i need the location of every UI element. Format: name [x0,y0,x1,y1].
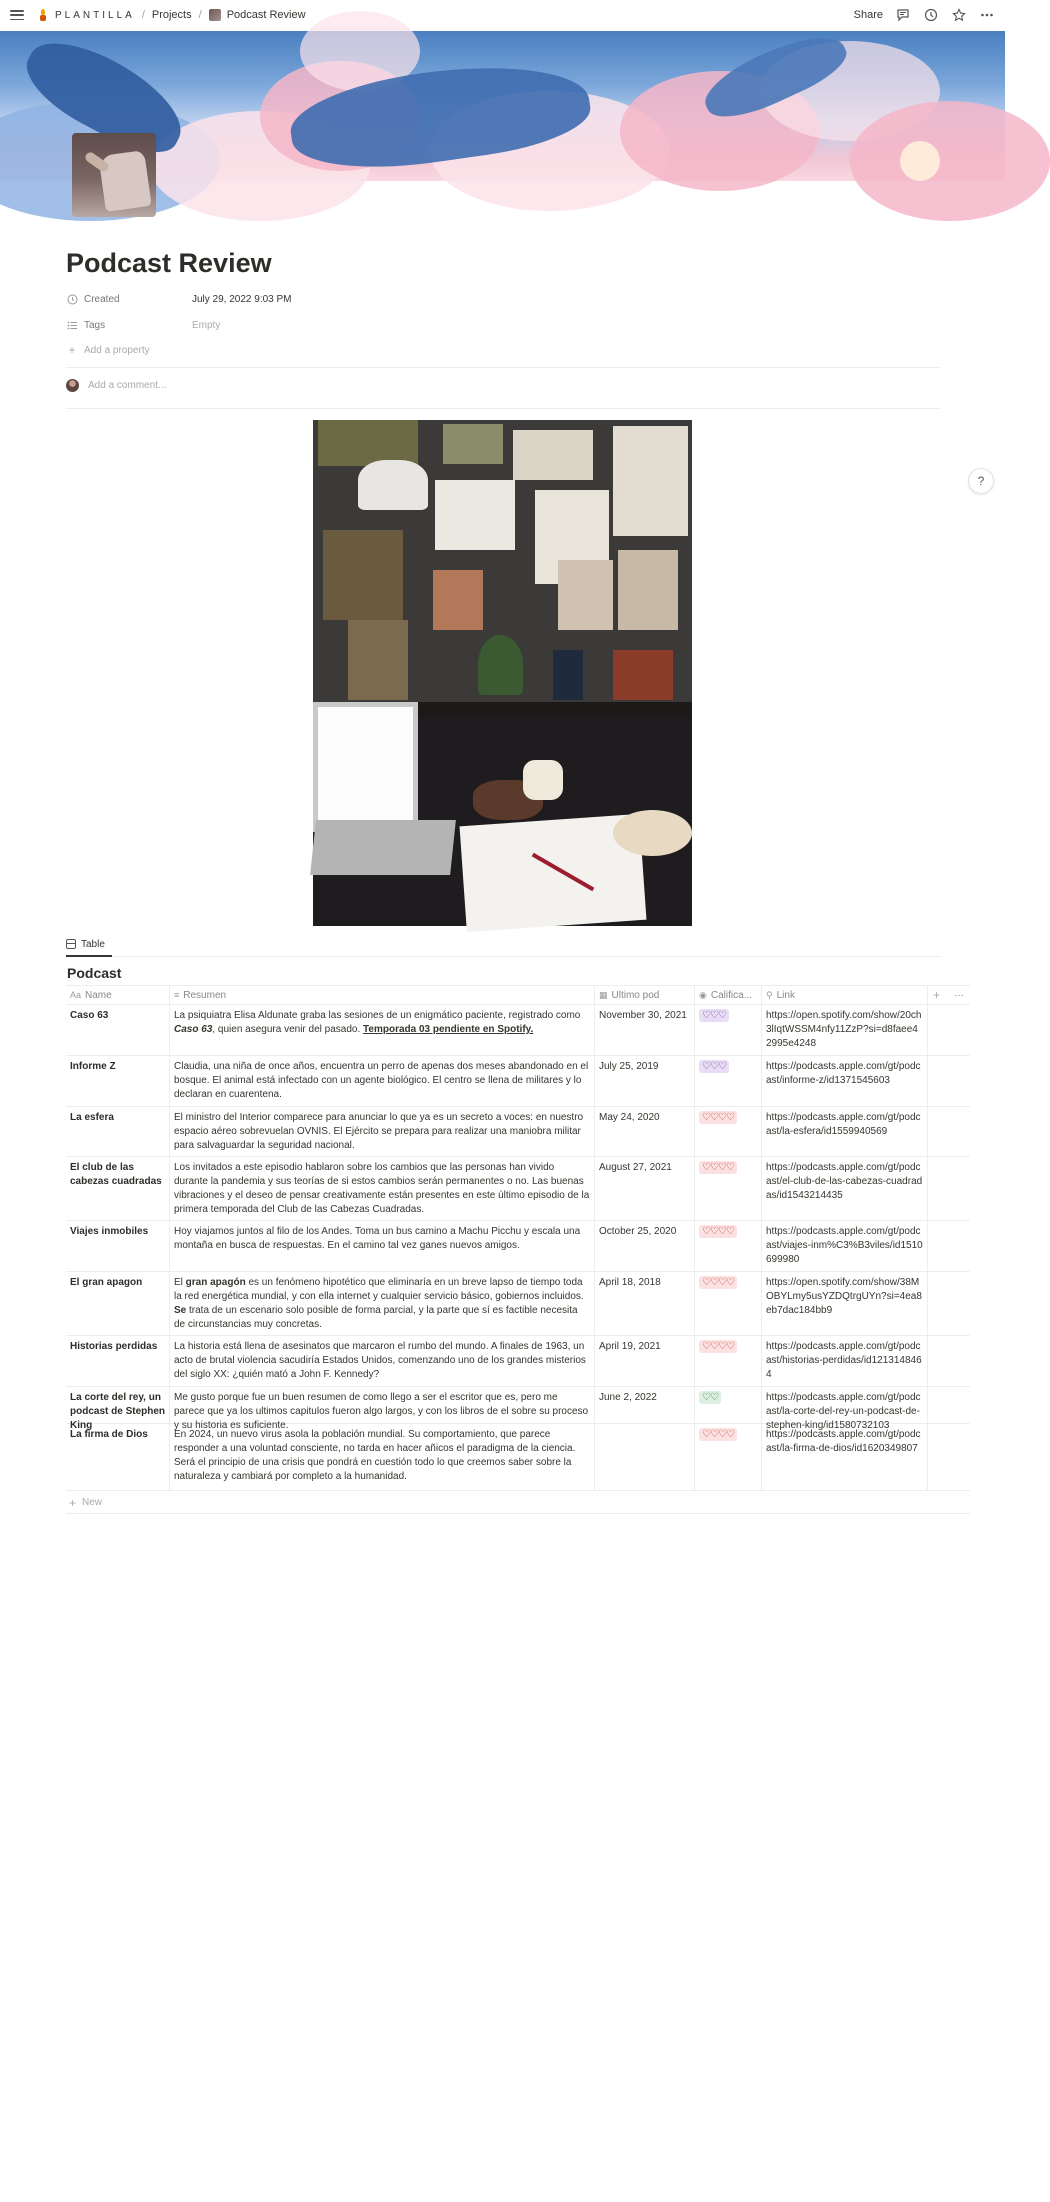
page-icon[interactable] [72,133,156,217]
rating-badge: ♡♡♡♡ [699,1340,737,1353]
property-name[interactable]: Created [84,293,120,305]
more-icon[interactable]: ··· [954,989,964,1001]
cell-name[interactable]: La corte del rey, un podcast de Stephen King [66,1387,170,1423]
column-header-resumen[interactable]: ≡ Resumen [170,986,595,1004]
add-property-button[interactable] [66,339,946,361]
cell-resumen[interactable]: El gran apagón es un fenómeno hipotético que eliminaría en un breve lapso de tiempo toda la red energética mundial, y con ella internet y cualquier servicio básico, gobiernos incluidos. Se trata de un escenario solo posible de forma parcial, y la parte que sí es factible necesita de circunstancias muy concretas. [170,1272,595,1335]
cell-date[interactable]: May 24, 2020 [595,1107,695,1156]
cell-name[interactable]: Informe Z [66,1056,170,1106]
cell-link[interactable]: https://podcasts.apple.com/gt/podcast/viajes-inm%C3%B3viles/id1510699980 [762,1221,928,1271]
table-row[interactable] [66,1221,970,1272]
table-row[interactable] [66,1272,970,1336]
table-icon [66,939,76,949]
list-icon [66,319,78,331]
rating-badge: ♡♡♡♡ [699,1225,737,1238]
breadcrumb: PLANTILLA / Projects / Podcast Review [38,9,306,21]
share-button[interactable]: Share [853,9,883,21]
tab-table[interactable] [66,935,105,953]
cell-name[interactable]: La esfera [66,1107,170,1156]
table-row[interactable] [66,1336,970,1387]
cell-rating[interactable] [695,1336,762,1386]
table-row[interactable] [66,1157,970,1221]
cell-date[interactable] [595,1424,695,1490]
cell-name[interactable]: Caso 63 [66,1005,170,1055]
plus-icon: + [68,343,76,357]
cell-name[interactable]: El club de las cabezas cuadradas [66,1157,170,1220]
cell-rating[interactable] [695,1157,762,1220]
rating-badge: ♡♡♡♡ [699,1276,737,1289]
comment-input[interactable] [66,379,166,392]
text-lines-icon: ≡ [174,990,180,1000]
page-thumbnail-icon [209,9,221,21]
cell-link[interactable]: https://open.spotify.com/show/38MOBYLmy5usYZDQtrgUYn?si=4ea8eb7dac184bb9 [762,1272,928,1335]
table-row[interactable] [66,1107,970,1157]
property-value: July 29, 2022 9:03 PM [192,293,292,305]
clock-icon[interactable] [923,7,939,23]
cell-resumen[interactable]: El ministro del Interior comparece para anunciar lo que ya es un secreto a voces: en nuestro espacio aéreo sobrevuelan OVNIS. El Ejército se prepara para realizar una maniobra militar para salvaguardar la seguridad nacional. [170,1107,595,1156]
cell-rating[interactable] [695,1424,762,1490]
property-tags [66,314,946,336]
breadcrumb-current-page[interactable]: Podcast Review [226,9,306,21]
plantilla-logo-icon [38,9,48,21]
new-row-button[interactable] [66,1492,970,1514]
property-created [66,288,946,310]
cell-link[interactable]: https://podcasts.apple.com/gt/podcast/la-esfera/id1559940569 [762,1107,928,1156]
breadcrumb-workspace[interactable]: PLANTILLA [55,9,135,21]
database-title[interactable]: Podcast [67,965,122,981]
text-icon: Aa [70,990,82,1000]
cell-name[interactable]: La firma de Dios [66,1424,170,1490]
divider [66,367,940,368]
cell-link[interactable]: https://podcasts.apple.com/gt/podcast/la-firma-de-dios/id1620349807 [762,1424,928,1490]
table-header [66,985,970,1005]
table-row[interactable] [66,1056,970,1107]
cell-link[interactable]: https://podcasts.apple.com/gt/podcast/la-corte-del-rey-un-podcast-de-stephen-king/id1580732103 [762,1387,928,1423]
cell-date[interactable]: April 19, 2021 [595,1336,695,1386]
table-row[interactable] [66,1424,970,1491]
cell-date[interactable]: July 25, 2019 [595,1056,695,1106]
page-title[interactable]: Podcast Review [66,248,272,278]
cell-resumen[interactable]: La psiquiatra Elisa Aldunate graba las sesiones de un enigmático paciente, registrado como Caso 63, quien asegura venir del pasado. Temporada 03 pendiente en Spotify. [170,1005,595,1055]
table-row[interactable] [66,1005,970,1056]
table-body [66,1005,970,1491]
property-name[interactable]: Tags [84,319,106,331]
cell-link[interactable]: https://open.spotify.com/show/20ch3lIqtWSSM4nfy11ZzP?si=d8faee42995e4248 [762,1005,928,1055]
comment-placeholder: Add a comment... [88,380,167,391]
avatar [66,379,79,392]
cell-resumen[interactable]: Hoy viajamos juntos al filo de los Andes. Toma un bus camino a Machu Picchu y escala una montaña en busca de respuestas. En el camino tal vez ganes nuevos amigos. [170,1221,595,1271]
table-row[interactable] [66,1387,970,1431]
add-property-label: Add a property [84,344,150,356]
cell-rating[interactable] [695,1387,762,1423]
select-icon: ◉ [699,989,707,1000]
cell-date[interactable]: October 25, 2020 [595,1221,695,1271]
rating-badge: ♡♡♡ [699,1009,729,1022]
cell-resumen[interactable]: Claudia, una niña de once años, encuentra un perro de apenas dos meses abandonado en el bosque. El animal está infectado con un agente biológico. El centro se llena de militares y lo declaran en cuarentena. [170,1056,595,1106]
workspace-photo [313,420,692,926]
cell-name[interactable]: Viajes inmobiles [66,1221,170,1271]
cell-date[interactable]: June 2, 2022 [595,1387,695,1423]
add-column-icon[interactable]: + [932,988,940,1002]
cell-rating[interactable] [695,1107,762,1156]
cell-rating[interactable] [695,1005,762,1055]
hamburger-icon[interactable] [10,10,24,20]
calendar-icon: ▦ [599,989,608,1000]
rating-badge: ♡♡♡♡ [699,1161,737,1174]
cell-date[interactable]: November 30, 2021 [595,1005,695,1055]
top-bar [0,0,1005,30]
breadcrumb-projects[interactable]: Projects [151,9,192,21]
column-header-link[interactable]: ⚲ Link [762,986,928,1004]
rating-badge: ♡♡♡♡ [699,1111,737,1124]
cell-date[interactable]: April 18, 2018 [595,1272,695,1335]
more-icon[interactable] [979,7,995,23]
rating-badge: ♡♡♡ [699,1060,729,1073]
column-header-ultimo-pod[interactable]: ▦ Ultimo pod [595,986,695,1004]
cell-name[interactable]: El gran apagon [66,1272,170,1335]
cell-link[interactable]: https://podcasts.apple.com/gt/podcast/informe-z/id1371545603 [762,1056,928,1106]
link-icon: ⚲ [766,989,773,1000]
tab-label: Table [81,938,105,950]
cell-resumen[interactable]: Me gusto porque fue un buen resumen de como llego a ser el escritor que es, pero me parece que ya los ultimos capitulos fueron algo largos, y con los libros de el sobre su proceso y su historia es suficiente. [170,1387,595,1423]
column-header-name[interactable]: Aa Name [66,986,170,1004]
cell-resumen[interactable]: Los invitados a este episodio hablaron sobre los cambios que las personas han vivido durante la pandemia y sus teorías de si estos cambios serán permanentes o no. Las buenas vibraciones y el deseo de pensar creativamente están presentes en este último episodio de la primera temporada del Club de las Cabezas Cuadradas. [170,1157,595,1220]
cell-link[interactable]: https://podcasts.apple.com/gt/podcast/historias-perdidas/id1213148464 [762,1336,928,1386]
column-header-calificacion[interactable]: ◉ Califica... [695,986,762,1004]
plus-icon: + [69,1495,77,1510]
rating-badge: ♡♡ [699,1391,721,1404]
cell-rating[interactable] [695,1221,762,1271]
new-row-label: New [82,1497,103,1508]
divider [66,408,940,409]
cell-rating[interactable] [695,1272,762,1335]
rating-badge: ♡♡♡♡ [699,1428,737,1441]
cell-resumen[interactable]: La historia está llena de asesinatos que marcaron el rumbo del mundo. A finales de 1963, un acto de brutal violencia sacudiría Estados Unidos, comenzando uno de los grandes misterios del siglo XX: ¿quién mató a John F. Kennedy? [170,1336,595,1386]
clock-icon [66,293,78,305]
comment-icon[interactable] [895,7,911,23]
cell-rating[interactable] [695,1056,762,1106]
cell-resumen[interactable]: En 2024, un nuevo virus asola la población mundial. Su comportamiento, que parece responder a una voluntad consciente, no tarda en hacer añicos el paradigma de la ciencia. Será el principio de una crisis que pondrá en cuestión todo lo que creemos saber sobre la naturaleza y cambiará por completo a la humanidad. [170,1424,595,1490]
cell-name[interactable]: Historias perdidas [66,1336,170,1386]
star-icon[interactable] [951,7,967,23]
cell-date[interactable]: August 27, 2021 [595,1157,695,1220]
cell-link[interactable]: https://podcasts.apple.com/gt/podcast/el-club-de-las-cabezas-cuadradas/id1543214435 [762,1157,928,1220]
help-button[interactable]: ? [968,468,994,494]
property-value[interactable]: Empty [192,319,221,331]
